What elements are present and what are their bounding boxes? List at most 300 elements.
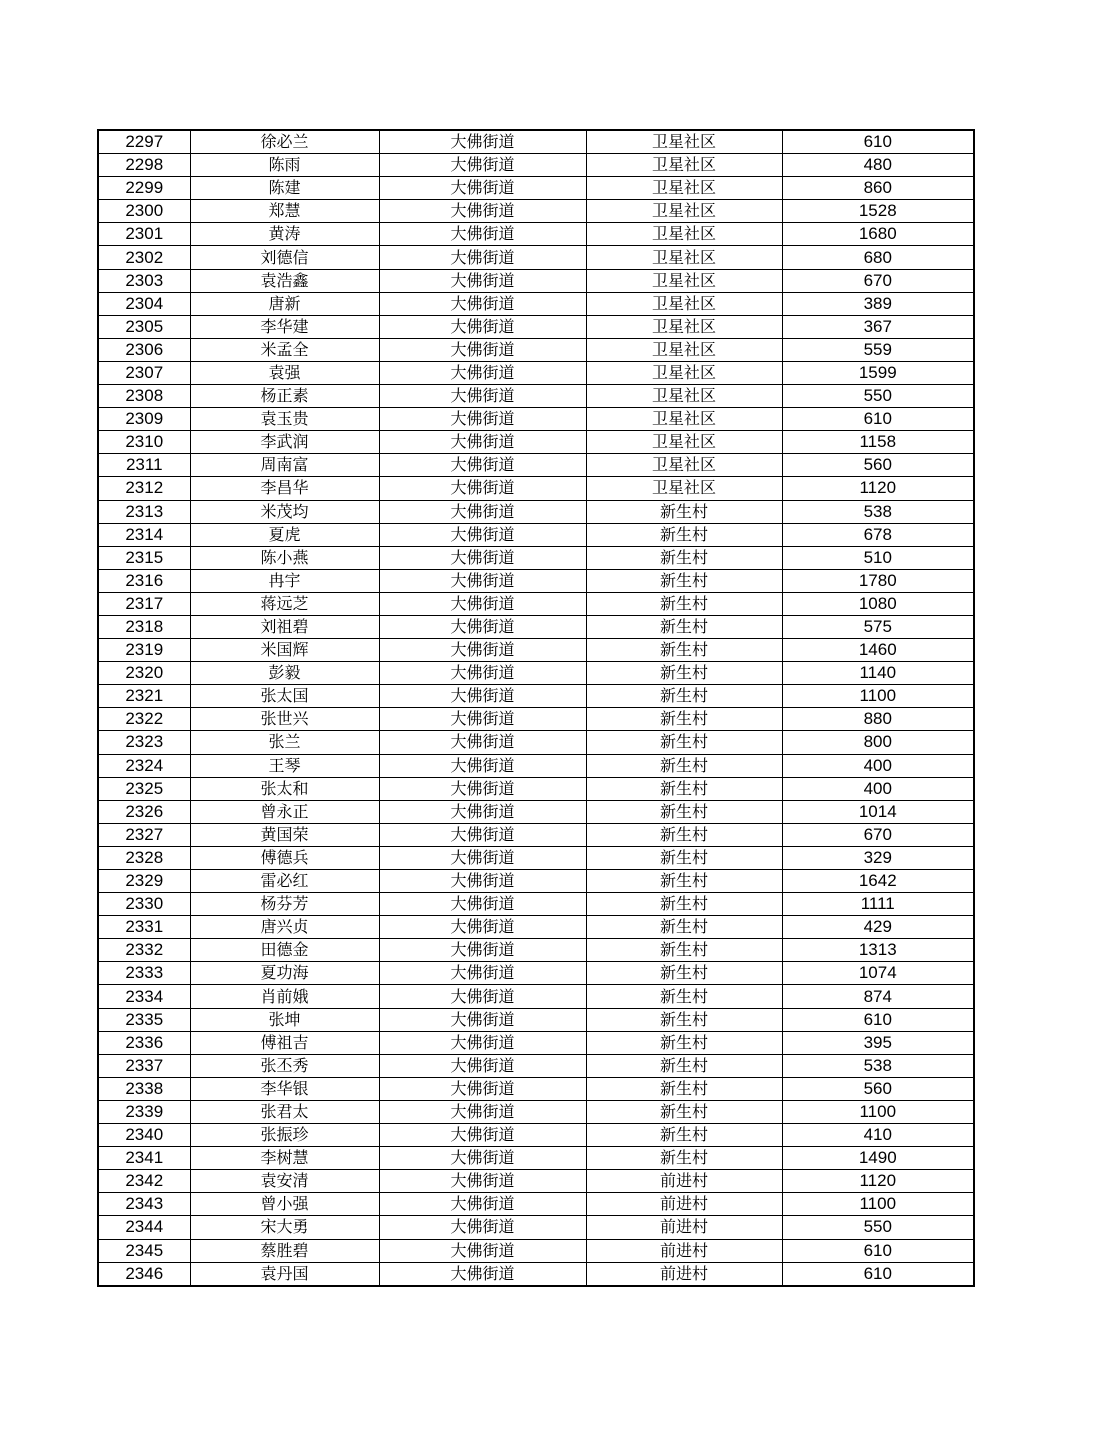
street-cell: 大佛街道 <box>379 1077 586 1100</box>
record-number-cell: 2300 <box>98 200 190 223</box>
community-cell: 卫星社区 <box>586 477 782 500</box>
street-cell: 大佛街道 <box>379 1239 586 1262</box>
street-cell: 大佛街道 <box>379 523 586 546</box>
community-cell: 卫星社区 <box>586 315 782 338</box>
person-name-cell: 王琴 <box>190 754 379 777</box>
street-cell: 大佛街道 <box>379 385 586 408</box>
record-number-cell: 2297 <box>98 130 190 154</box>
amount-cell: 1313 <box>782 939 974 962</box>
table-row <box>98 130 974 154</box>
amount-cell: 560 <box>782 454 974 477</box>
person-name-cell: 袁安清 <box>190 1170 379 1193</box>
record-number-cell: 2336 <box>98 1031 190 1054</box>
community-cell: 新生村 <box>586 731 782 754</box>
record-number-cell: 2341 <box>98 1147 190 1170</box>
street-cell: 大佛街道 <box>379 269 586 292</box>
street-cell: 大佛街道 <box>379 1216 586 1239</box>
amount-cell: 800 <box>782 731 974 754</box>
table-row <box>98 1008 974 1031</box>
record-number-cell: 2319 <box>98 639 190 662</box>
record-number-cell: 2303 <box>98 269 190 292</box>
amount-cell: 550 <box>782 385 974 408</box>
street-cell: 大佛街道 <box>379 1054 586 1077</box>
person-name-cell: 宋大勇 <box>190 1216 379 1239</box>
record-number-cell: 2299 <box>98 177 190 200</box>
street-cell: 大佛街道 <box>379 200 586 223</box>
record-number-cell: 2306 <box>98 338 190 361</box>
street-cell: 大佛街道 <box>379 639 586 662</box>
record-number-cell: 2305 <box>98 315 190 338</box>
street-cell: 大佛街道 <box>379 1100 586 1123</box>
community-cell: 新生村 <box>586 1147 782 1170</box>
street-cell: 大佛街道 <box>379 823 586 846</box>
amount-cell: 670 <box>782 823 974 846</box>
table-row <box>98 708 974 731</box>
table-row <box>98 662 974 685</box>
community-cell: 新生村 <box>586 893 782 916</box>
amount-cell: 1074 <box>782 962 974 985</box>
amount-cell: 1599 <box>782 361 974 384</box>
amount-cell: 1140 <box>782 662 974 685</box>
amount-cell: 559 <box>782 338 974 361</box>
amount-cell: 329 <box>782 846 974 869</box>
table-row <box>98 615 974 638</box>
person-name-cell: 李树慧 <box>190 1147 379 1170</box>
person-name-cell: 张丕秀 <box>190 1054 379 1077</box>
record-number-cell: 2317 <box>98 592 190 615</box>
community-cell: 卫星社区 <box>586 408 782 431</box>
table-row <box>98 962 974 985</box>
table-row <box>98 431 974 454</box>
community-cell: 新生村 <box>586 662 782 685</box>
street-cell: 大佛街道 <box>379 985 586 1008</box>
person-name-cell: 蔡胜碧 <box>190 1239 379 1262</box>
record-number-cell: 2333 <box>98 962 190 985</box>
street-cell: 大佛街道 <box>379 1124 586 1147</box>
record-number-cell: 2325 <box>98 777 190 800</box>
table-row <box>98 477 974 500</box>
person-name-cell: 曾永正 <box>190 800 379 823</box>
table-row <box>98 292 974 315</box>
amount-cell: 678 <box>782 523 974 546</box>
table-row <box>98 1147 974 1170</box>
table-row <box>98 338 974 361</box>
table-row <box>98 823 974 846</box>
community-cell: 新生村 <box>586 1100 782 1123</box>
record-number-cell: 2338 <box>98 1077 190 1100</box>
table-row <box>98 1193 974 1216</box>
street-cell: 大佛街道 <box>379 292 586 315</box>
community-cell: 卫星社区 <box>586 177 782 200</box>
community-cell: 新生村 <box>586 500 782 523</box>
street-cell: 大佛街道 <box>379 546 586 569</box>
street-cell: 大佛街道 <box>379 800 586 823</box>
person-name-cell: 杨芬芳 <box>190 893 379 916</box>
community-cell: 卫星社区 <box>586 292 782 315</box>
amount-cell: 680 <box>782 246 974 269</box>
table-row <box>98 685 974 708</box>
community-cell: 前进村 <box>586 1262 782 1286</box>
record-number-cell: 2332 <box>98 939 190 962</box>
amount-cell: 538 <box>782 500 974 523</box>
amount-cell: 550 <box>782 1216 974 1239</box>
amount-cell: 510 <box>782 546 974 569</box>
community-cell: 卫星社区 <box>586 431 782 454</box>
community-cell: 新生村 <box>586 546 782 569</box>
table-row <box>98 639 974 662</box>
community-cell: 卫星社区 <box>586 200 782 223</box>
table-row <box>98 870 974 893</box>
person-name-cell: 刘祖碧 <box>190 615 379 638</box>
person-name-cell: 周南富 <box>190 454 379 477</box>
street-cell: 大佛街道 <box>379 754 586 777</box>
roster-body <box>98 130 974 1286</box>
table-row <box>98 1124 974 1147</box>
street-cell: 大佛街道 <box>379 731 586 754</box>
table-row <box>98 985 974 1008</box>
community-cell: 新生村 <box>586 1054 782 1077</box>
person-name-cell: 米孟全 <box>190 338 379 361</box>
table-row <box>98 916 974 939</box>
community-cell: 新生村 <box>586 569 782 592</box>
community-cell: 新生村 <box>586 823 782 846</box>
community-cell: 新生村 <box>586 639 782 662</box>
record-number-cell: 2344 <box>98 1216 190 1239</box>
street-cell: 大佛街道 <box>379 1008 586 1031</box>
community-cell: 新生村 <box>586 870 782 893</box>
record-number-cell: 2312 <box>98 477 190 500</box>
person-name-cell: 曾小强 <box>190 1193 379 1216</box>
street-cell: 大佛街道 <box>379 592 586 615</box>
table-row <box>98 454 974 477</box>
person-name-cell: 雷必红 <box>190 870 379 893</box>
person-name-cell: 袁丹国 <box>190 1262 379 1286</box>
person-name-cell: 陈建 <box>190 177 379 200</box>
person-name-cell: 傅德兵 <box>190 846 379 869</box>
street-cell: 大佛街道 <box>379 130 586 154</box>
street-cell: 大佛街道 <box>379 870 586 893</box>
amount-cell: 389 <box>782 292 974 315</box>
street-cell: 大佛街道 <box>379 454 586 477</box>
amount-cell: 1158 <box>782 431 974 454</box>
record-number-cell: 2345 <box>98 1239 190 1262</box>
person-name-cell: 张兰 <box>190 731 379 754</box>
record-number-cell: 2308 <box>98 385 190 408</box>
amount-cell: 575 <box>782 615 974 638</box>
table-row <box>98 385 974 408</box>
table-row <box>98 846 974 869</box>
person-name-cell: 米国辉 <box>190 639 379 662</box>
street-cell: 大佛街道 <box>379 1193 586 1216</box>
street-cell: 大佛街道 <box>379 962 586 985</box>
street-cell: 大佛街道 <box>379 662 586 685</box>
record-number-cell: 2334 <box>98 985 190 1008</box>
record-number-cell: 2307 <box>98 361 190 384</box>
amount-cell: 1111 <box>782 893 974 916</box>
record-number-cell: 2330 <box>98 893 190 916</box>
record-number-cell: 2339 <box>98 1100 190 1123</box>
amount-cell: 1014 <box>782 800 974 823</box>
person-name-cell: 张太和 <box>190 777 379 800</box>
person-name-cell: 郑慧 <box>190 200 379 223</box>
amount-cell: 400 <box>782 777 974 800</box>
amount-cell: 1528 <box>782 200 974 223</box>
record-number-cell: 2328 <box>98 846 190 869</box>
amount-cell: 1080 <box>782 592 974 615</box>
table-row <box>98 592 974 615</box>
amount-cell: 1680 <box>782 223 974 246</box>
community-cell: 卫星社区 <box>586 246 782 269</box>
amount-cell: 395 <box>782 1031 974 1054</box>
amount-cell: 1460 <box>782 639 974 662</box>
table-row <box>98 569 974 592</box>
amount-cell: 410 <box>782 1124 974 1147</box>
person-name-cell: 李武润 <box>190 431 379 454</box>
table-row <box>98 939 974 962</box>
community-cell: 新生村 <box>586 592 782 615</box>
record-number-cell: 2309 <box>98 408 190 431</box>
street-cell: 大佛街道 <box>379 893 586 916</box>
table-row <box>98 1216 974 1239</box>
amount-cell: 610 <box>782 1262 974 1286</box>
community-cell: 前进村 <box>586 1193 782 1216</box>
table-row <box>98 154 974 177</box>
amount-cell: 670 <box>782 269 974 292</box>
community-cell: 新生村 <box>586 1124 782 1147</box>
person-name-cell: 李昌华 <box>190 477 379 500</box>
table-row <box>98 223 974 246</box>
table-row <box>98 1239 974 1262</box>
table-row <box>98 731 974 754</box>
community-cell: 卫星社区 <box>586 361 782 384</box>
record-number-cell: 2304 <box>98 292 190 315</box>
record-number-cell: 2322 <box>98 708 190 731</box>
person-name-cell: 彭毅 <box>190 662 379 685</box>
table-row <box>98 1054 974 1077</box>
amount-cell: 538 <box>782 1054 974 1077</box>
record-number-cell: 2327 <box>98 823 190 846</box>
amount-cell: 610 <box>782 1008 974 1031</box>
record-number-cell: 2321 <box>98 685 190 708</box>
record-number-cell: 2326 <box>98 800 190 823</box>
community-cell: 新生村 <box>586 939 782 962</box>
community-cell: 新生村 <box>586 777 782 800</box>
table-row <box>98 315 974 338</box>
street-cell: 大佛街道 <box>379 916 586 939</box>
record-number-cell: 2324 <box>98 754 190 777</box>
person-name-cell: 袁玉贵 <box>190 408 379 431</box>
person-name-cell: 黄涛 <box>190 223 379 246</box>
person-name-cell: 夏虎 <box>190 523 379 546</box>
amount-cell: 1100 <box>782 1100 974 1123</box>
street-cell: 大佛街道 <box>379 1262 586 1286</box>
community-cell: 新生村 <box>586 800 782 823</box>
street-cell: 大佛街道 <box>379 1031 586 1054</box>
street-cell: 大佛街道 <box>379 615 586 638</box>
record-number-cell: 2310 <box>98 431 190 454</box>
amount-cell: 1780 <box>782 569 974 592</box>
community-cell: 卫星社区 <box>586 154 782 177</box>
community-cell: 前进村 <box>586 1170 782 1193</box>
record-number-cell: 2314 <box>98 523 190 546</box>
record-number-cell: 2331 <box>98 916 190 939</box>
person-name-cell: 刘德信 <box>190 246 379 269</box>
record-number-cell: 2342 <box>98 1170 190 1193</box>
person-name-cell: 黄国荣 <box>190 823 379 846</box>
table-row <box>98 754 974 777</box>
community-cell: 新生村 <box>586 1008 782 1031</box>
street-cell: 大佛街道 <box>379 500 586 523</box>
record-number-cell: 2346 <box>98 1262 190 1286</box>
amount-cell: 1100 <box>782 1193 974 1216</box>
person-name-cell: 米茂均 <box>190 500 379 523</box>
community-cell: 新生村 <box>586 916 782 939</box>
amount-cell: 610 <box>782 1239 974 1262</box>
amount-cell: 1642 <box>782 870 974 893</box>
amount-cell: 367 <box>782 315 974 338</box>
amount-cell: 880 <box>782 708 974 731</box>
street-cell: 大佛街道 <box>379 1170 586 1193</box>
community-cell: 前进村 <box>586 1216 782 1239</box>
record-number-cell: 2298 <box>98 154 190 177</box>
amount-cell: 610 <box>782 408 974 431</box>
person-name-cell: 李华银 <box>190 1077 379 1100</box>
street-cell: 大佛街道 <box>379 338 586 361</box>
record-number-cell: 2343 <box>98 1193 190 1216</box>
amount-cell: 1120 <box>782 1170 974 1193</box>
person-name-cell: 杨正素 <box>190 385 379 408</box>
record-number-cell: 2323 <box>98 731 190 754</box>
person-name-cell: 张君太 <box>190 1100 379 1123</box>
street-cell: 大佛街道 <box>379 246 586 269</box>
table-row <box>98 246 974 269</box>
person-name-cell: 张振珍 <box>190 1124 379 1147</box>
table-row <box>98 500 974 523</box>
table-row <box>98 1262 974 1286</box>
record-number-cell: 2313 <box>98 500 190 523</box>
community-cell: 卫星社区 <box>586 223 782 246</box>
amount-cell: 610 <box>782 130 974 154</box>
record-number-cell: 2320 <box>98 662 190 685</box>
community-cell: 新生村 <box>586 1031 782 1054</box>
table-row <box>98 1170 974 1193</box>
community-cell: 卫星社区 <box>586 385 782 408</box>
record-number-cell: 2337 <box>98 1054 190 1077</box>
person-name-cell: 袁强 <box>190 361 379 384</box>
amount-cell: 560 <box>782 1077 974 1100</box>
community-cell: 新生村 <box>586 985 782 1008</box>
table-row <box>98 1100 974 1123</box>
table-row <box>98 546 974 569</box>
person-name-cell: 张坤 <box>190 1008 379 1031</box>
table-row <box>98 800 974 823</box>
amount-cell: 480 <box>782 154 974 177</box>
amount-cell: 1120 <box>782 477 974 500</box>
street-cell: 大佛街道 <box>379 223 586 246</box>
street-cell: 大佛街道 <box>379 408 586 431</box>
record-number-cell: 2301 <box>98 223 190 246</box>
street-cell: 大佛街道 <box>379 939 586 962</box>
table-row <box>98 177 974 200</box>
person-name-cell: 夏功海 <box>190 962 379 985</box>
record-number-cell: 2318 <box>98 615 190 638</box>
street-cell: 大佛街道 <box>379 361 586 384</box>
table-row <box>98 200 974 223</box>
record-number-cell: 2302 <box>98 246 190 269</box>
street-cell: 大佛街道 <box>379 846 586 869</box>
street-cell: 大佛街道 <box>379 1147 586 1170</box>
community-cell: 新生村 <box>586 1077 782 1100</box>
community-cell: 新生村 <box>586 615 782 638</box>
street-cell: 大佛街道 <box>379 431 586 454</box>
amount-cell: 874 <box>782 985 974 1008</box>
person-name-cell: 唐新 <box>190 292 379 315</box>
community-cell: 新生村 <box>586 708 782 731</box>
street-cell: 大佛街道 <box>379 569 586 592</box>
record-number-cell: 2329 <box>98 870 190 893</box>
street-cell: 大佛街道 <box>379 154 586 177</box>
record-number-cell: 2335 <box>98 1008 190 1031</box>
person-name-cell: 张世兴 <box>190 708 379 731</box>
street-cell: 大佛街道 <box>379 477 586 500</box>
person-name-cell: 冉宇 <box>190 569 379 592</box>
amount-cell: 429 <box>782 916 974 939</box>
person-name-cell: 田德金 <box>190 939 379 962</box>
table-row <box>98 523 974 546</box>
table-row <box>98 1031 974 1054</box>
amount-cell: 860 <box>782 177 974 200</box>
table-row <box>98 408 974 431</box>
street-cell: 大佛街道 <box>379 315 586 338</box>
table-row <box>98 1077 974 1100</box>
person-name-cell: 徐必兰 <box>190 130 379 154</box>
community-cell: 卫星社区 <box>586 269 782 292</box>
record-number-cell: 2340 <box>98 1124 190 1147</box>
person-name-cell: 陈小燕 <box>190 546 379 569</box>
person-name-cell: 李华建 <box>190 315 379 338</box>
person-name-cell: 唐兴贞 <box>190 916 379 939</box>
person-name-cell: 陈雨 <box>190 154 379 177</box>
record-number-cell: 2316 <box>98 569 190 592</box>
community-cell: 卫星社区 <box>586 338 782 361</box>
person-name-cell: 蒋远芝 <box>190 592 379 615</box>
community-cell: 新生村 <box>586 846 782 869</box>
person-name-cell: 傅祖吉 <box>190 1031 379 1054</box>
street-cell: 大佛街道 <box>379 685 586 708</box>
community-cell: 新生村 <box>586 685 782 708</box>
record-number-cell: 2311 <box>98 454 190 477</box>
table-row <box>98 361 974 384</box>
community-cell: 新生村 <box>586 754 782 777</box>
roster-table <box>97 129 975 1287</box>
street-cell: 大佛街道 <box>379 177 586 200</box>
amount-cell: 400 <box>782 754 974 777</box>
amount-cell: 1100 <box>782 685 974 708</box>
table-row <box>98 777 974 800</box>
table-row <box>98 269 974 292</box>
person-name-cell: 张太国 <box>190 685 379 708</box>
community-cell: 新生村 <box>586 962 782 985</box>
community-cell: 前进村 <box>586 1239 782 1262</box>
community-cell: 卫星社区 <box>586 130 782 154</box>
community-cell: 卫星社区 <box>586 454 782 477</box>
amount-cell: 1490 <box>782 1147 974 1170</box>
street-cell: 大佛街道 <box>379 777 586 800</box>
street-cell: 大佛街道 <box>379 708 586 731</box>
record-number-cell: 2315 <box>98 546 190 569</box>
community-cell: 新生村 <box>586 523 782 546</box>
table-row <box>98 893 974 916</box>
